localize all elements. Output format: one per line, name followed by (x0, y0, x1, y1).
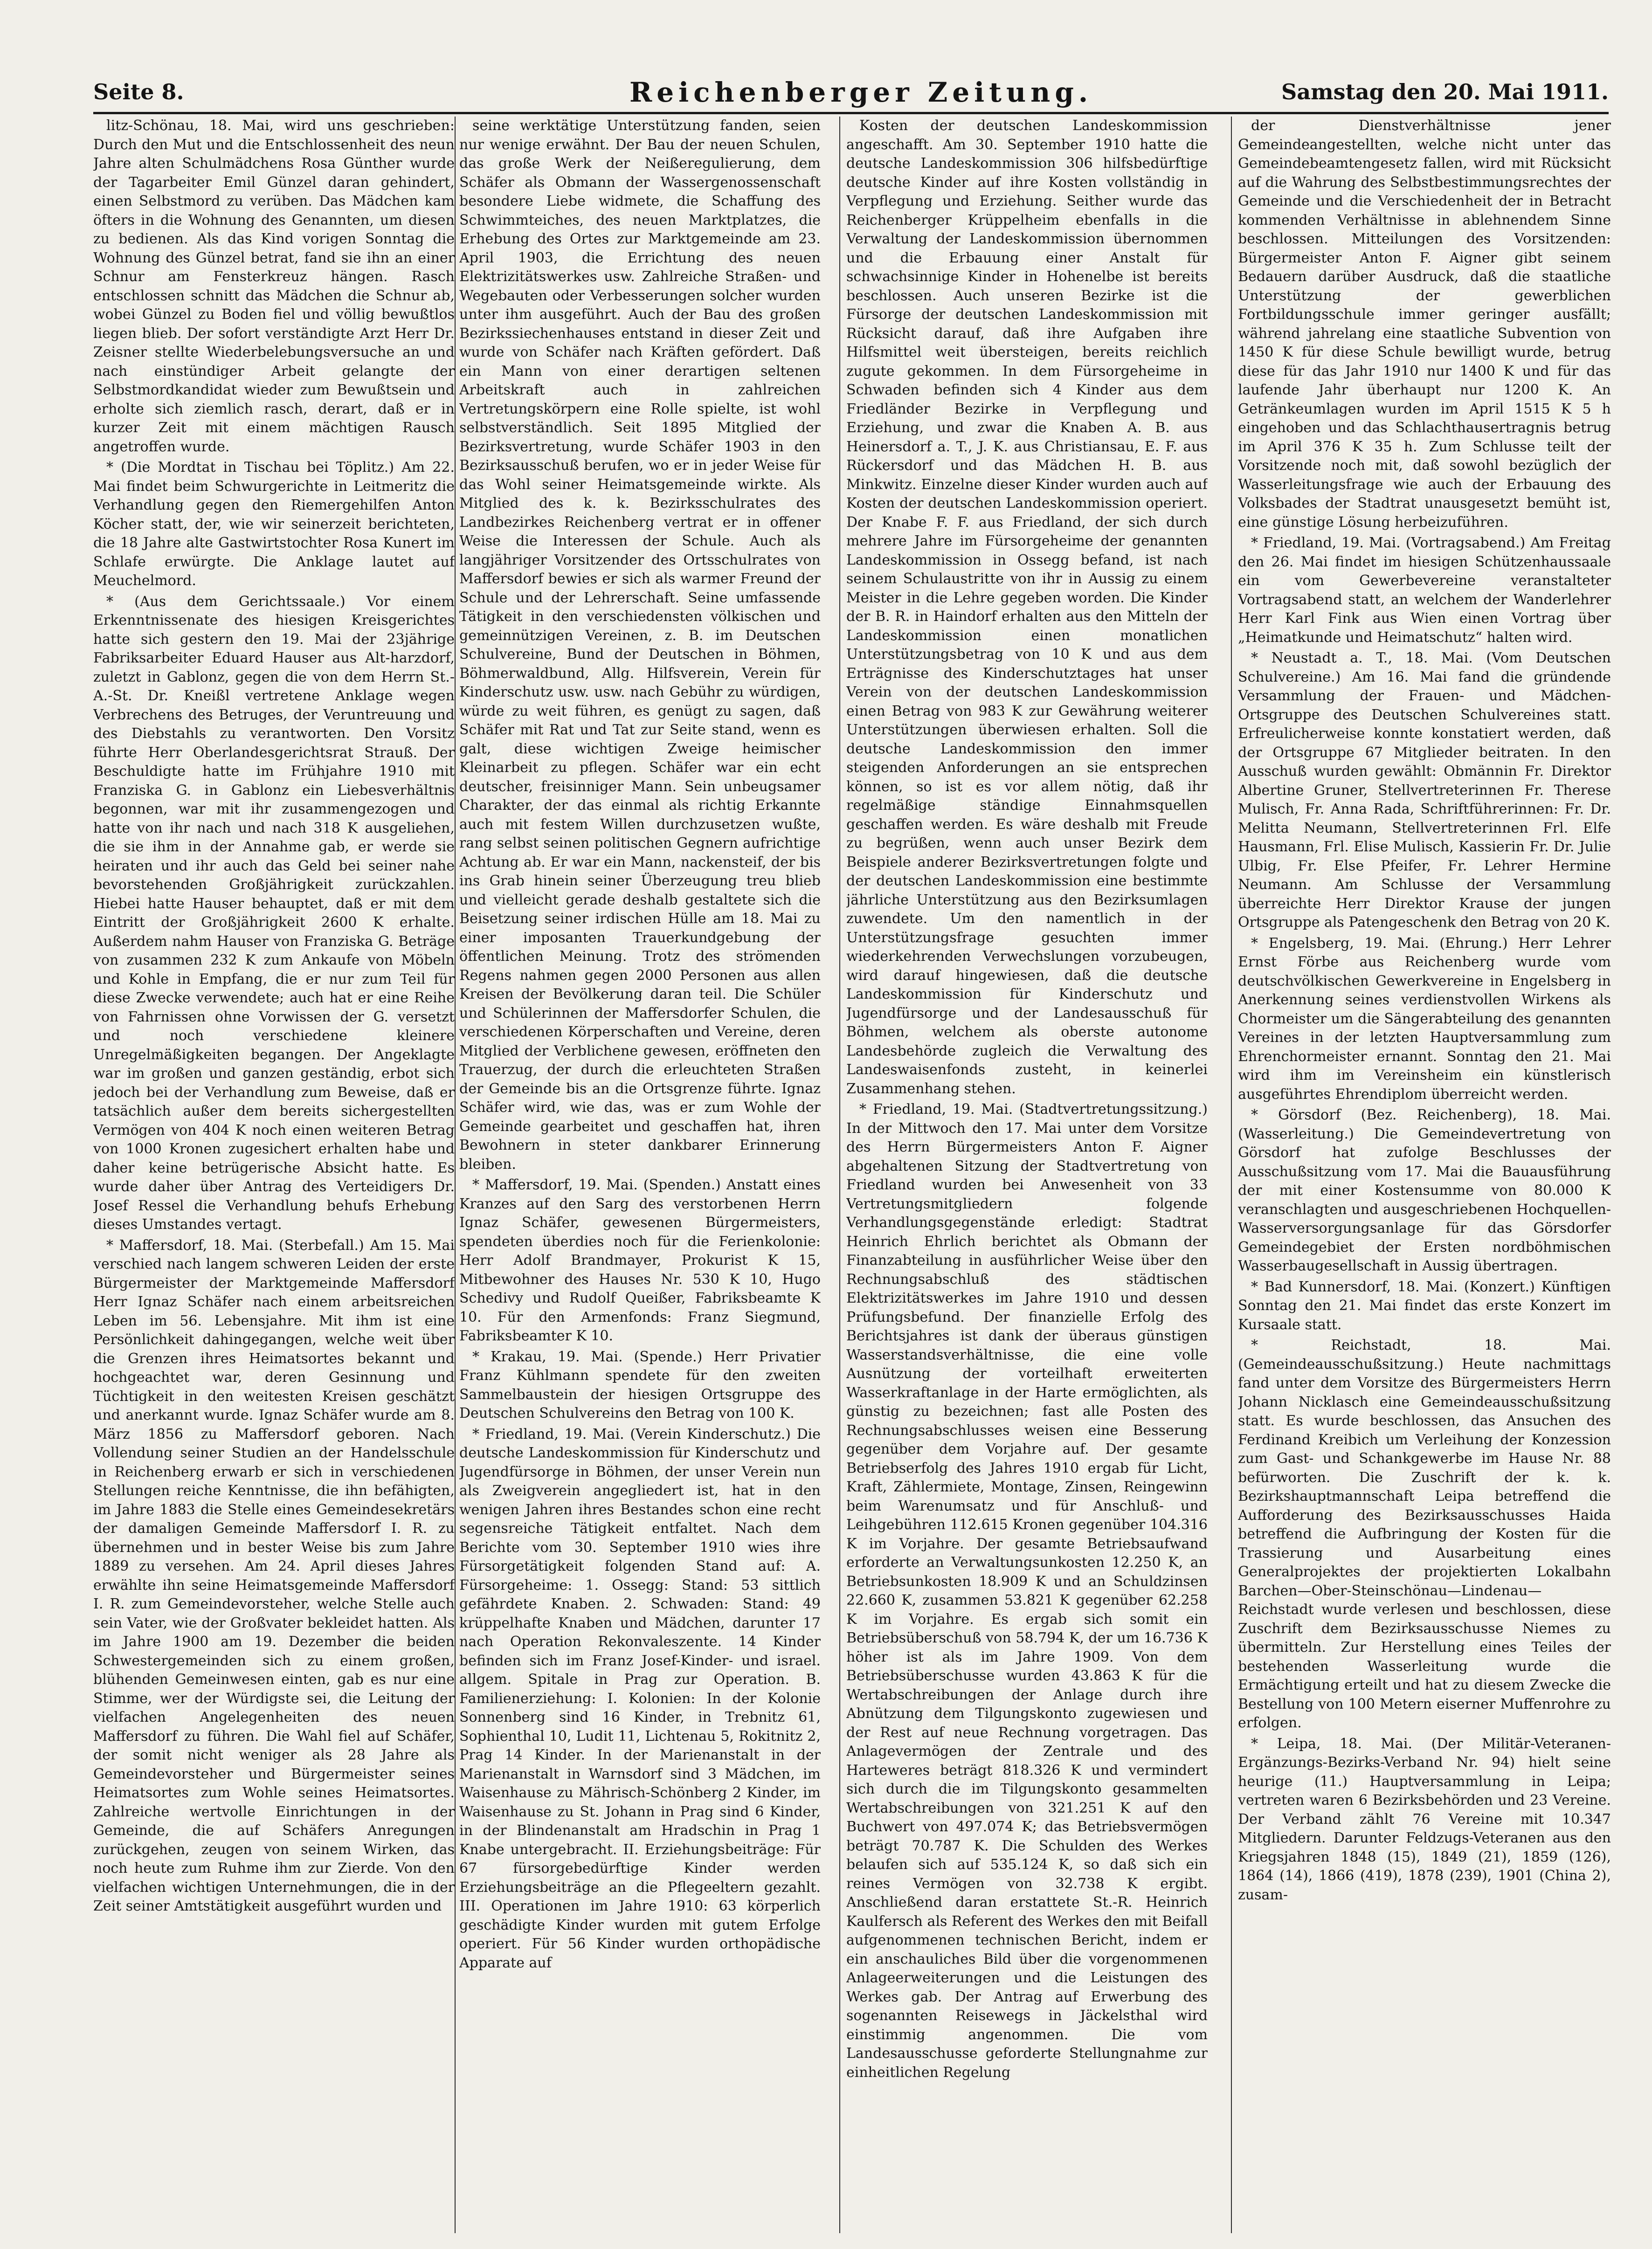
article-paragraph: der Dienstverhältnisse jener Gemeindeangestellten, welche nicht unter das Gemeindebeamtengesetz fallen, wird mit Rücksicht auf die Wahrung des Selbstbestimmungsrechtes der Gemeinde und die Verschiedenheit der in Betracht kommenden Verhältnisse in ablehnendem Sinne beschlossen. Mitteilungen des Vorsitzenden: Bürgermeister Anton F. Aigner gibt seinem Bedauern darüber Ausdruck, daß die staatliche Unterstützung der gewerblichen Fortbildungsschule immer geringer ausfällt; während jahrelang eine staatliche Subvention von 1450 K für diese Schule bewilligt wurde, betrug diese für das Jahr 1910 nur 1400 K und für das laufende Jahr überhaupt nur 1200 K. An Getränkeumlagen wurden im April 1515 K 5 h eingehoben und das Schlachthausertragnis betrug im April 376 K 35 h. Zum Schlusse teilt der Vorsitzende noch mit, daß sowohl bezüglich der Wasserleitungsfrage wie auch der Erbauung des Volksbades der Stadtrat unausgesetzt bemüht ist, eine günstige Lösung herbeizuführen. (1238, 117, 1611, 531)
article-paragraph: * Neustadt a. T., 18. Mai. (Vom Deutschen Schulvereine.) Am 16. Mai fand die gründende Versammlung der Frauen- und Mädchen-Ortsgruppe des Deutschen Schulvereines statt. Erfreulicherweise konnte konstatiert werden, daß der Ortsgruppe 67 Mitglieder beitraten. In den Ausschuß wurden gewählt: Obmännin Fr. Direktor Albertine Gruner, Stellvertreterinnen Fr. Therese Mulisch, Fr. Anna Rada, Schriftführerinnen: Fr. Dr. Melitta Neumann, Stellvertreterinnen Frl. Elfe Hausmann, Frl. Elise Mulisch, Kassierin Fr. Dr. Julie Ulbig, Fr. Else Pfeifer, Fr. Lehrer Hermine Neumann. Am Schlusse der Versammlung überreichte Herr Direktor Krause der jungen Ortsgruppe als Patengeschenk den Betrag von 20 K. (1238, 650, 1611, 931)
column-divider (1231, 117, 1232, 2233)
article-paragraph: litz-Schönau, 18. Mai, wird uns geschrieben: Durch den Mut und die Entschlossenheit des neun Jahre alten Schulmädchens Rosa Günther wurde der Tagarbeiter Emil Günzel daran gehindert, einen Selbstmord zu verüben. Das Mädchen kam öfters in die Wohnung des Genannten, um diesen zu bedienen. Als das Kind vorigen Sonntag die Wohnung des Günzel betrat, fand sie ihn an einer Schnur am Fensterkreuz hängen. Rasch entschlossen schnitt das Mädchen die Schnur ab, wobei Günzel zu Boden fiel und völlig bewußtlos liegen blieb. Der sofort verständigte Arzt Herr Dr. Zeisner stellte Wiederbelebungsversuche an und nach einstündiger Arbeit gelangte der Selbstmordkandidat wieder zum Bewußtsein und erholte sich ziemlich rasch, derart, daß er in kurzer Zeit mit einem mächtigen Rausch angetroffen wurde. (93, 117, 455, 455)
column-divider (455, 117, 456, 2233)
header-rule (93, 112, 1609, 114)
article-paragraph: * Engelsberg, 19. Mai. (Ehrung.) Herr Lehrer Ernst Förbe aus Reichenberg wurde vom deutschvölkischen Gewerkvereine in Engelsberg in Anerkennung seines verdienstvollen Wirkens als Chormeister um die Sängerabteilung des genannten Vereines in der letzten Hauptversammlung zum Ehrenchormeister ernannt. Sonntag den 21. Mai wird ihm im Vereinsheim ein künstlerisch ausgeführtes Ehrendiplom überreicht werden. (1238, 935, 1611, 1103)
issue-date: Samstag den 20. Mai 1911. (1281, 79, 1609, 104)
column-divider (839, 117, 840, 2233)
column-4 (1238, 117, 1611, 2233)
column-1 (93, 117, 455, 2233)
masthead-title: Reichenberger Zeitung. (629, 76, 1093, 108)
article-paragraph: * Friedland, 19. Mai. (Stadtvertretungssitzung.) In der Mittwoch den 17. Mai unter dem Vorsitze des Herrn Bürgermeisters Anton F. Aigner abgehaltenen Sitzung der Stadtvertretung von Friedland wurden bei Anwesenheit von 33 Vertretungsmitgliedern folgende Verhandlungsgegenstände erledigt: Stadtrat Heinrich Ehrlich berichtet als Obmann der Finanzabteilung in ausführlicher Weise über den Rechnungsabschluß des städtischen Elektrizitätswerkes im Jahre 1910 und dessen Prüfungsbefund. Der finanzielle Erfolg des Berichtsjahres ist dank der überaus günstigen Wasserstandsverhältnisse, die eine volle Ausnützung der vorteilhaft erweiterten Wasserkraftanlage in der Harte ermöglichten, als günstig zu bezeichnen; fast alle Posten des Rechnungsabschlusses weisen eine Besserung gegenüber dem Vorjahre auf. Der gesamte Betriebserfolg des Jahres 1910 ergab für Licht, Kraft, Zählermiete, Montage, Zinsen, Reingewinn beim Warenumsatz und für Anschluß- und Leihgebühren 112.615 Kronen gegenüber 104.316 K im Vorjahre. Der gesamte Betriebsaufwand erforderte an Verwaltungsunkosten 12.250 K, an Betriebsunkosten 18.909 K und an Schuldzinsen 22.660 K, zusammen 53.821 K gegenüber 62.258 K im Vorjahre. Es ergab sich somit ein Betriebsüberschuß von 58.794 K, der um 16.736 K höher ist als im Jahre 1909. Von dem Betriebsüberschusse wurden 43.863 K für die Wertabschreibungen der Anlage durch ihre Abnützung dem Tilgungskonto zugewiesen und der Rest auf neue Rechnung vorgetragen. Das Anlagevermögen der Zentrale und des Harteweres beträgt 818.326 K und vermindert sich durch die im Tilgungskonto gesammelten Wertabschreibungen von 321.251 K auf den Buchwert von 497.074 K; das Betriebsvermögen beträgt 70.787 K. Die Schulden des Werkes belaufen sich auf 535.124 K, so daß sich ein reines Vermögen von 32.738 K ergibt. Anschließend daran erstattete St.-R. Heinrich Kaulfersch als Referent des Werkes den mit Beifall aufgenommenen technischen Bericht, indem er ein anschauliches Bild über die vorgenommenen Anlageerweiterungen und die Leistungen des Werkes gab. Der Antrag auf Erwerbung des sogenannten Reisewegs in Jäckelsthal wird einstimmig angenommen. Die vom Landesausschusse geforderte Stellungnahme zur einheitlichen Regelung (846, 1101, 1208, 2081)
column-3 (846, 117, 1208, 2233)
article-paragraph: seine werktätige Unterstützung fanden, seien nur wenige erwähnt. Der Bau der neuen Schulen, das große Werk der Neißeregulierung, dem Schäfer als Obmann der Wassergenossenschaft besondere Liebe widmete, die Schaffung des Schwimmteiches, des neuen Marktplatzes, die Erhebung des Ortes zur Marktgemeinde am 23. April 1903, die Errichtung des neuen Elektrizitätswerkes usw. Zahlreiche Straßen- und Wegebauten oder Verbesserungen solcher wurden unter ihm ausgeführt. Auch der Bau des großen Bezirkssiechenhauses entstand in dieser Zeit und wurde von Schäfer nach Kräften gefördert. Daß ein Mann von einer derartigen seltenen Arbeitskraft auch in zahlreichen Vertretungskörpern eine Rolle spielte, ist wohl selbstverständlich. Seit 1895 Mitglied der Bezirksvertretung, wurde Schäfer 1903 in den Bezirksausschuß berufen, wo er in jeder Weise für das Wohl seiner Heimatsgemeinde wirkte. Als Mitglied des k. k. Bezirksschulrates des Landbezirkes Reichenberg vertrat er in offener Weise die Interessen der Schule. Auch als langjähriger Vorsitzender des Ortsschulrates von Maffersdorf bewies er sich als warmer Freund der Schule und der Lehrerschaft. Seine umfassende Tätigkeit in den verschiedensten völkischen und gemeinnützigen Vereinen, z. B. im Deutschen Schulvereine, Bund der Deutschen in Böhmen, Böhmerwaldbund, Allg. Hilfsverein, Verein für Kinderschutz usw. usw. nach Gebühr zu würdigen, würde zu weit führen, es genügt zu sagen, daß Schäfer mit Rat und Tat zur Seite stand, wenn es galt, diese wichtigen Zweige heimischer Kleinarbeit zu pflegen. Schäfer war ein echt deutscher, freisinniger Mann. Sein unbeugsamer Charakter, der das einmal als richtig Erkannte auch mit festem Willen durchzusetzen wußte, rang selbst seinen politischen Gegnern aufrichtige Achtung ab. Er war ein Mann, nackensteif, der bis ins Grab hinein seiner Überzeugung treu blieb und vielleicht gerade deshalb gestaltete sich die Beisetzung seiner irdischen Hülle am 18. Mai zu einer imposanten Trauerkundgebung der öffentlichen Meinung. Trotz des strömenden Regens nahmen gegen 2000 Personen aus allen Kreisen der Bevölkerung daran teil. Die Schüler und Schülerinnen der Maffersdorfer Schulen, die verschiedenen Körperschaften und Vereine, deren Mitglied der Verblichene gewesen, eröffneten den Trauerzug, der durch die erleuchteten Straßen der Gemeinde bis an die Ortsgrenze führte. Ignaz Schäfer wird, wie das, was er zum Wohle der Gemeinde gearbeitet und geschaffen hat, ihren Bewohnern in steter dankbarer Erinnerung bleiben. (459, 117, 821, 1173)
article-paragraph: * Bad Kunnersdorf, 18. Mai. (Konzert.) Künftigen Sonntag den 21. Mai findet das erste Konzert im Kursaale statt. (1238, 1278, 1611, 1333)
column-2 (459, 117, 821, 2233)
page-header (93, 76, 1609, 112)
article-paragraph: * Friedland, 19. Mai. (Vortragsabend.) Am Freitag den 26. Mai findet im hiesigen Schützenhaussaale ein vom Gewerbevereine veranstalteter Vortragsabend statt, an welchem der Wanderlehrer Herr Karl Fink aus Wien einen Vortrag über „Heimatkunde und Heimatschutz“ halten wird. (1238, 535, 1611, 646)
article-paragraph: * (Die Mordtat in Tischau bei Töplitz.) Am 22. Mai findet beim Schwurgerichte in Leitmeritz die Verhandlung gegen den Riemergehilfen Anton Köcher statt, der, wie wir seinerzeit berichteten, die 18 Jahre alte Gastwirtstochter Rosa Kunert im Schlafe erwürgte. Die Anklage lautet auf Meuchelmord. (93, 459, 455, 589)
article-paragraph: * Friedland, 19. Mai. (Verein Kinderschutz.) Die deutsche Landeskommission für Kinderschutz und Jugendfürsorge in Böhmen, der unser Verein nun als Zweigverein angegliedert ist, hat in den wenigen Jahren ihres Bestandes schon eine recht segensreiche Tätigkeit entfaltet. Nach dem Berichte vom 30. September 1910 wies ihre Fürsorgetätigkeit folgenden Stand auf: A. Fürsorgeheime: 1. Ossegg: Stand: 53 sittlich gefährdete Knaben. 2. Schwaden: Stand: 49 krüppelhafte Knaben und Mädchen, darunter 17 nach Operation Rekonvaleszente. 14 Kinder befinden sich im Franz Josef-Kinder- und israel. allgem. Spitale in Prag zur Operation. B. Familienerziehung: I. Kolonien: In der Kolonie Sonnenberg sind 16 Kinder, in Trebnitz 61, Sophienthal 10, Ludit 11, Lichtenau 5, Rokitnitz 2, Prag 14 Kinder. In der Marienanstalt in der Marienanstalt in Warnsdorf sind 3 Mädchen, im Waisenhause zu Mährisch-Schönberg 2 Kinder, im Waisenhause zu St. Johann in Prag sind 6 Kinder, in der Blindenanstalt am Hradschin in Prag 1 Knabe untergebracht. II. Erziehungsbeiträge: Für 67 fürsorgebedürftige Kinder werden Erziehungsbeiträge an die Pflegeeltern gezahlt. III. Operationen im Jahre 1910: 63 körperlich geschädigte Kinder wurden mit gutem Erfolge operiert. Für 56 Kinder wurden orthopädische Apparate auf (459, 1426, 821, 1971)
article-paragraph: * Maffersdorf, 19. Mai. (Spenden.) Anstatt eines Kranzes auf den Sarg des verstorbenen Herrn Ignaz Schäfer, gewesenen Bürgermeisters, spendeten überdies noch für die Ferienkolonie: Herr Adolf Brandmayer, Prokurist K 15, Mitbewohner des Hauses Nr. 530 K 10, Hugo Schedivy und Rudolf Queißer, Fabriksbeamte K 10. Für den Armenfonds: Franz Siegmund, Fabriksbeamter K 10. (459, 1177, 821, 1344)
article-paragraph: * (Aus dem Gerichtssaale.) Vor einem Erkenntnissenate des hiesigen Kreisgerichtes hatte sich gestern den 19. Mai der 23jährige Fabriksarbeiter Eduard Hauser aus Alt-harzdorf, zuletzt in Gablonz, gegen die von dem Herrn St.-A.-St. Dr. Kneißl vertretene Anklage wegen Verbrechens des Betruges, der Veruntreuung und des Diebstahls zu verantworten. Den Vorsitz führte Herr Oberlandesgerichtsrat Strauß. Der Beschuldigte hatte im Frühjahre 1910 mit Franziska G. in Gablonz ein Liebesverhältnis begonnen, war mit ihr zusammengezogen und hatte von ihr nach und nach 318 K ausgeliehen, die sie ihm in der Annahme gab, er werde sie heiraten und ihr auch das Geld bei seiner nahe bevorstehenden Großjährigkeit zurückzahlen. Hiebei hatte Hauser behauptet, daß er mit dem Eintritt der Großjährigkeit 2600 K erhalte. Außerdem nahm Hauser von Franziska G. Beträge von zusammen 232 K zum Ankaufe von Möbeln und Kohle in Empfang, die er nur zum Teil für diese Zwecke verwendete; auch hat er eine Reihe von Fahrnissen ohne Vorwissen der G. versetzt und noch verschiedene kleinere Unregelmäßigkeiten begangen. Der Angeklagte war im großen und ganzen geständig, erbot sich jedoch bei der Verhandlung zum Beweise, daß er tatsächlich außer dem bereits sichergestellten Vermögen von 404 K noch einen weiteren Betrag von 1000 Kronen zugesichert erhalten habe und daher keine betrügerische Absicht hatte. Es wurde daher über Antrag des Verteidigers Dr. Josef Ressel die Verhandlung behufs Erhebung dieses Umstandes vertagt. (93, 593, 455, 1233)
article-paragraph: * Leipa, 18. Mai. (Der Militär-Veteranen-Ergänzungs-Bezirks-Verband Nr. 94) hielt seine heurige (11.) Hauptversammlung in Leipa; vertreten waren 6 Bezirksbehörden und 23 Vereine. Der Verband zählt 76 Vereine mit 10.347 Mitgliedern. Darunter Feldzugs-Veteranen aus den Kriegsjahren 1848 (15), 1849 (21), 1859 (126), 1864 (14), 1866 (419), 1878 (239), 1901 (China 2), zusam- (1238, 1735, 1611, 1903)
article-paragraph: * Reichstadt, 18. Mai. (Gemeindeausschußsitzung.) Heute nachmittags fand unter dem Vorsitze des Bürgermeisters Herrn Johann Nicklasch eine Gemeindeausschußsitzung statt. Es wurde beschlossen, das Ansuchen des Ferdinand Kreibich um Verleihung der Konzession zum Gast- und Schankgewerbe im Hause Nr. 88 befürworten. Die Zuschrift der k. k. Bezirkshauptmannschaft Leipa betreffend die Aufforderung des Bezirksausschusses Haida betreffend die Aufbringung der Kosten für die Trassierung und Ausarbeitung eines Generalprojektes der projektierten Lokalbahn Barchen—Ober-Steinschönau—Lindenau—Reichstadt wurde verlesen und beschlossen, diese Zuschrift dem Bezirksausschusse Niemes zu übermitteln. Zur Herstellung eines Teiles der bestehenden Wasserleitung wurde die Ermächtigung erteilt und hat zu diesem Zwecke die Bestellung von 100 Metern eiserner Muffenrohre zu erfolgen. (1238, 1337, 1611, 1731)
article-paragraph: * Maffersdorf, 18. Mai. (Sterbefall.) Am 15. Mai verschied nach langem schweren Leiden der erste Bürgermeister der Marktgemeinde Maffersdorf Herr Ignaz Schäfer nach einem arbeitsreichen Leben im 56. Lebensjahre. Mit ihm ist eine Persönlichkeit dahingegangen, welche weit über die Grenzen ihres Heimatsortes bekannt und hochgeachtet war, deren Gesinnung und Tüchtigkeit in den weitesten Kreisen geschätzt und anerkannt wurde. Ignaz Schäfer wurde am 8. März 1856 zu Maffersdorf geboren. Nach Vollendung seiner Studien an der Handelsschule in Reichenberg erwarb er sich in verschiedenen Stellungen reiche Kenntnisse, die ihn befähigten, im Jahre 1883 die Stelle eines Gemeindesekretärs der damaligen Gemeinde Maffersdorf I. R. zu übernehmen und in bester Weise bis zum Jahre 1889 zu versehen. Am 24. April dieses Jahres erwählte ihn seine Heimatsgemeinde Maffersdorf I. R. zum Gemeindevorsteher, welche Stelle auch sein Vater, wie der Großvater bekleidet hatten. Als im Jahre 1900 am 19. Dezember die beiden Schwestergemeinden sich zu einem großen, blühenden Gemeinwesen einten, gab es nur eine Stimme, wer der Würdigste sei, die Leitung der vielfachen Angelegenheiten des neuen Maffersdorf zu führen. Die Wahl fiel auf Schäfer, der somit nicht weniger als 28 Jahre als Gemeindevorsteher und Bürgermeister seines Heimatsortes zum Wohle seines Heimatsortes. Zahlreiche wertvolle Einrichtungen in der Gemeinde, die auf Schäfers Anregungen zurückgehen, zeugen von seinem Wirken, das noch heute zum Ruhme ihm zur Zierde. Von den vielfachen wichtigen Unternehmungen, die in der Zeit seiner Amtstätigkeit ausgeführt wurden und (93, 1237, 455, 1914)
article-paragraph: * Görsdorf (Bez. Reichenberg), 18. Mai. (Wasserleitung.) Die Gemeindevertretung von Görsdorf hat zufolge Beschlusses der Ausschußsitzung vom 17. Mai die Bauausführung der mit einer Kostensumme von 80.000 K veranschlagten und ausgeschriebenen Hochquellen-Wasserversorgungsanlage für das Görsdorfer Gemeindegebiet der Ersten nordböhmischen Wasserbaugesellschaft in Aussig übertragen. (1238, 1107, 1611, 1274)
article-paragraph: * Krakau, 19. Mai. (Spende.) Herr Privatier Franz Kühlmann spendete für den zweiten Sammelbaustein der hiesigen Ortsgruppe des Deutschen Schulvereins den Betrag von 100 K. (459, 1348, 821, 1421)
page-number: Seite 8. (93, 79, 184, 104)
article-paragraph: Kosten der deutschen Landeskommission angeschafft. Am 30. September 1910 hatte die deutsche Landeskommission 306 hilfsbedürftige deutsche Kinder auf ihre Kosten vollständig in Verpflegung und Erziehung. Seither wurde das Reichenberger Krüppelheim ebenfalls in die Verwaltung der Landeskommission übernommen und die Erbauung einer Anstalt für schwachsinnige Kinder in Hohenelbe ist bereits beschlossen. Auch unseren Bezirke ist die Fürsorge der deutschen Landeskommission mit Rücksicht darauf, daß ihre Aufgaben ihre Hilfsmittel weit übersteigen, bereits reichlich zugute gekommen. In dem Fürsorgeheime in Schwaden befinden sich 4 Kinder aus dem Friedländer Bezirke in Verpflegung und Erziehung, und zwar die Knaben A. B. aus Heinersdorf a. T., J. K. aus Christiansau, E. F. aus Rückersdorf und das Mädchen H. B. aus Minkwitz. Einzelne dieser Kinder wurden auch auf Kosten der deutschen Landeskommission operiert. Der Knabe F. F. aus Friedland, der sich durch mehrere Jahre im Fürsorgeheime der genannten Landeskommission in Ossegg befand, ist nach seinem Schulaustritte von ihr in Aussig zu einem Meister in die Lehre gegeben worden. Die Kinder der B. R. in Haindorf erhalten aus den Mitteln der Landeskommission einen monatlichen Unterstützungsbetrag von 10 K und aus dem Erträgnisse des Kinderschutztages hat unser Verein von der deutschen Landeskommission einen Betrag von 983 K zur Gewährung weiterer Unterstützungen überwiesen erhalten. Soll die deutsche Landeskommission den immer steigenden Anforderungen an sie entsprechen können, so ist es vor allem nötig, daß ihr regelmäßige ständige Einnahmsquellen geschaffen werden. Es wäre deshalb mit Freude zu begrüßen, wenn auch unser Bezirk dem Beispiele anderer Bezirksvertretungen folgte und der deutschen Landeskommission eine bestimmte jährliche Unterstützung aus den Bezirksumlagen zuwendete. Um den namentlich in der Unterstützungsfrage gesuchten immer wiederkehrenden Verwechslungen vorzubeugen, wird darauf hingewiesen, daß die deutsche Landeskommission für Kinderschutz und Jugendfürsorge und der Landesausschuß für Böhmen, welchem als oberste autonome Landesbehörde zugleich die Verwaltung des Landeswaisenfonds zusteht, in keinerlei Zusammenhang stehen. (846, 117, 1208, 1097)
